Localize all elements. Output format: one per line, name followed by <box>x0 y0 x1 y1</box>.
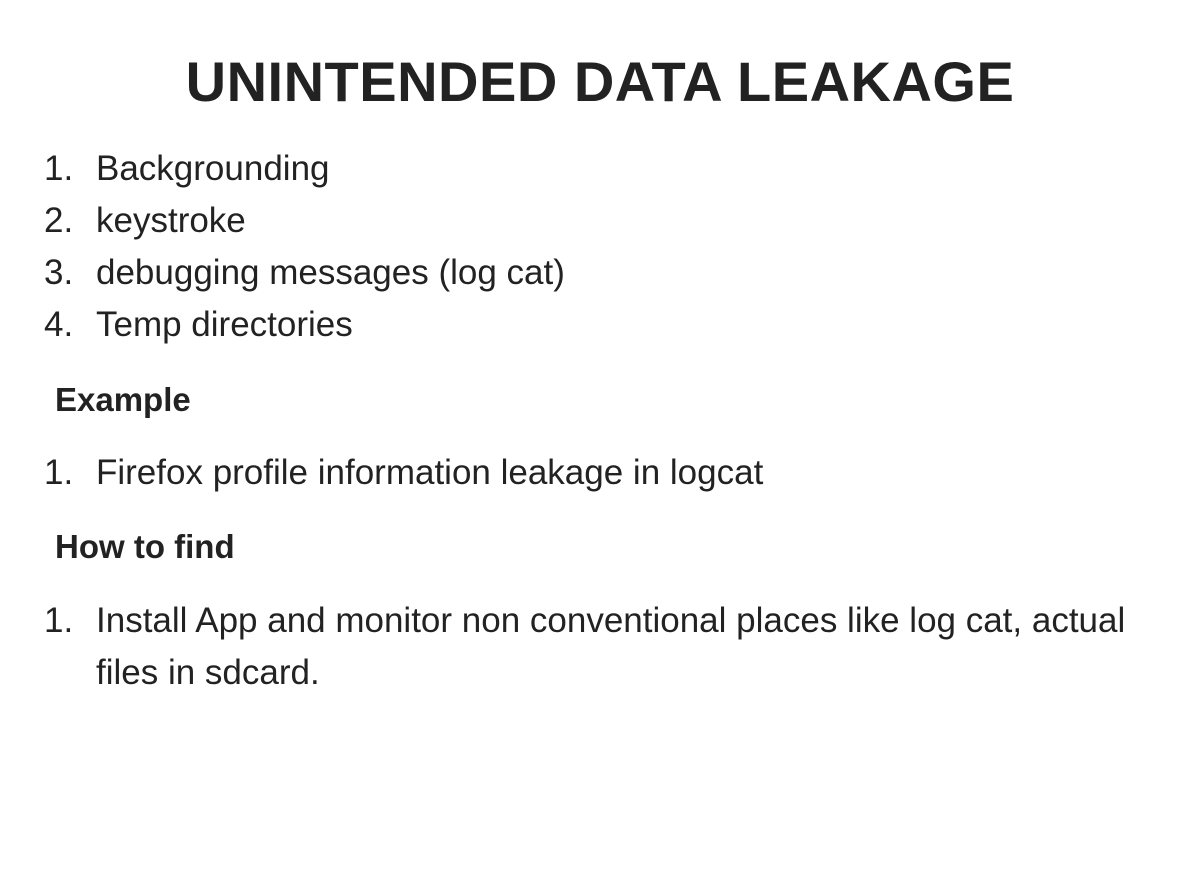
list-item <box>40 195 1160 247</box>
how-to-find-list <box>40 595 1160 699</box>
list-item-number: 4. <box>44 305 74 344</box>
list-item-number: 1. <box>44 601 74 640</box>
list-item-text: Install App and monitor non conventional places like log cat, actual files in sdcard. <box>96 601 1126 692</box>
list-item-text: keystroke <box>96 201 246 240</box>
list-item-text: Firefox profile information leakage in logcat <box>96 453 764 492</box>
slide-title: UNINTENDED DATA LEAKAGE <box>185 50 1015 113</box>
how-to-find-heading: How to find <box>55 528 235 565</box>
list-item-text: Temp directories <box>96 305 353 344</box>
list-item <box>40 247 1160 299</box>
leakage-list <box>40 143 1160 351</box>
example-list <box>40 447 1160 499</box>
list-item-text: debugging messages (log cat) <box>96 253 565 292</box>
list-item-text: Backgrounding <box>96 149 330 188</box>
example-heading: Example <box>55 381 191 418</box>
list-item-number: 1. <box>44 149 74 188</box>
list-item-number: 1. <box>44 453 74 492</box>
list-item <box>40 447 1160 499</box>
list-item <box>40 143 1160 195</box>
list-item-number: 2. <box>44 201 74 240</box>
list-item <box>40 595 1160 699</box>
list-item-number: 3. <box>44 253 74 292</box>
list-item <box>40 299 1160 351</box>
